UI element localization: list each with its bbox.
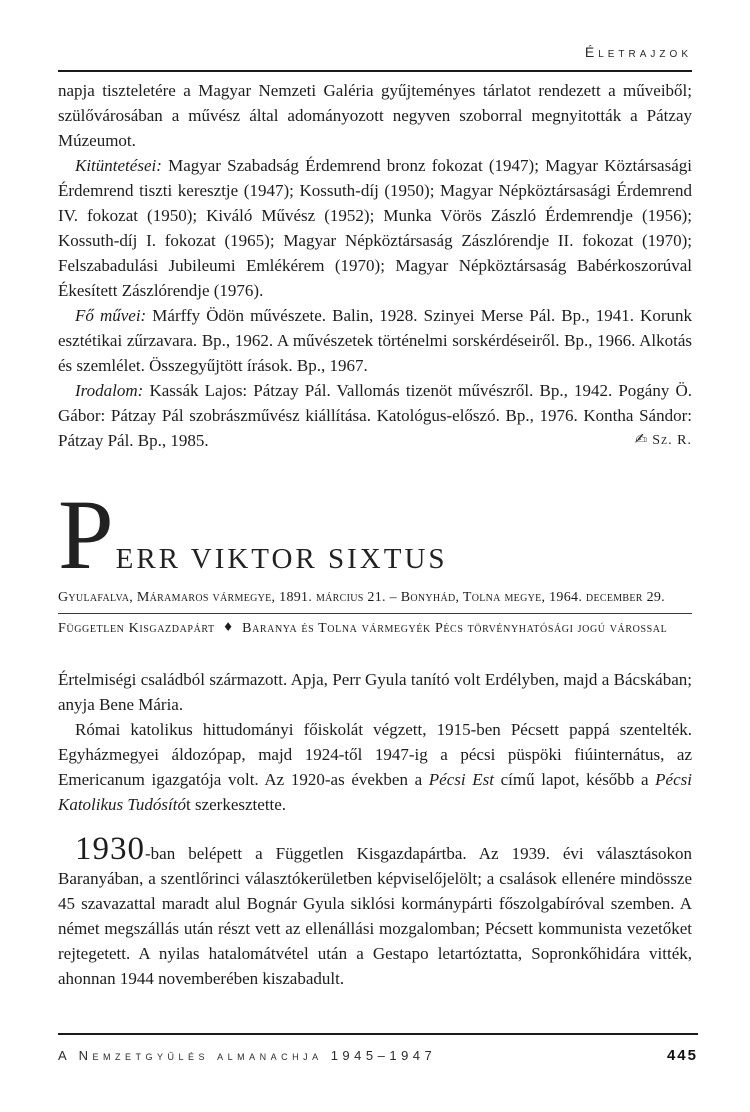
patzay-entry-continuation [58,78,692,453]
party-name: Független Kisgazdapárt [58,621,215,636]
honors-label: Kitüntetései: [75,156,169,175]
constituency: Baranya és Tolna vármegyék Pécs törvényhatósági jogú várossal [242,621,668,636]
year-display: 1930 [75,831,145,867]
journal-title-1: Pécsi Est [428,770,494,789]
page-footer [58,1033,698,1064]
journal-title-2: Pécsi Katolikus Tudósító [58,770,692,814]
career-text-3: t szerkesztette. [186,795,287,814]
works-text: Márffy Ödön művészete. Balin, 1928. Szinyei Merse Pál. Bp., 1941. Korunk esztétikai zűrzavara. Bp., 1962. A művészetek történelmi sorskérdéseiről. Bp., 1966. Alkotás és szemlélet. Összegyűjtött írások. Bp., 1967. [58,306,692,375]
literature-label: Irodalom: [75,381,150,400]
paragraph-career [58,717,692,817]
diamond-icon: ♦ [222,620,235,634]
honors-text: Magyar Szabadság Érdemrend bronz fokozat (1947); Magyar Köztársasági Érdemrend tiszti keresztje (1947); Kossuth-díj (1950); Magyar Népköztársasági Érdemrend IV. fokozat (1950); Kiváló Művész (1952); Munka Vörös Zászló Érdemrendje (1956); Kossuth-díj I. fokozat (1965); Magyar Népköztársaság Zászlórendje II. fokozat (1970); Felszabadulási Jubileumi Emlékérem (1970); Magyar Népköztársaság Babérkoszorúval Ékesített Zászlórendje (1976). [58,156,692,300]
career-text-1: Római katolikus hittudományi főiskolát végzett, 1915-ben Pécsett pappá szentelték. Egyházmegyei áldozópap, majd 1924-től 1947-ig a pécsi püspöki fiúinternátus, az Emericanum igazgatója volt. Az 1920-as években a [58,720,692,789]
author-signature [618,427,692,453]
family-text: Értelmiségi családból származott. Apja, Perr Gyula tanító volt Erdélyben, majd a Bácskában; anyja Bene Mária. [58,670,692,714]
drop-cap-initial: P [58,479,114,590]
paragraph-family [58,667,692,717]
running-head [58,0,692,72]
party-constituency-line [58,621,692,637]
entry-heading [58,479,692,590]
paragraph-literature [58,378,692,453]
politics-text: -ban belépett a Független Kisgazdapártba. Az 1939. évi választásokon Baranyában, a szentlőrinci választókerületben képviselőjelölt; a csalások ellenére mindössze 45 szavazattal maradt alul Bognár Gyula siklósi kormánypárti főszolgabíróval szemben. A német megszállás után részt vett az ellenállási mozgalomban; Pécsett kommunista vezetőket rejtegetett. A nyilas hatalomátvétel után a Gestapo letartóztatta, Sopronkőhidára vitték, ahonnan 1944 novemberében kiszabadult. [58,844,692,988]
page-content [58,0,692,991]
entry-name: ERR VIKTOR SIXTUS [115,543,448,575]
literature-text: Kassák Lajos: Pátzay Pál. Vallomás tizenöt művészről. Bp., 1942. Pogány Ö. Gábor: Pátzay Pál szobrászművész kiállítása. Katológus-előszó. Bp., 1976. Kontha Sándor: Pátzay Pál. Bp., 1985. [58,381,692,450]
paragraph-works [58,303,692,378]
writing-hand-icon: ✍ [634,430,648,448]
career-text-2: című lapot, később a [493,770,656,789]
section-title: Életrajzok [584,44,692,60]
birth-death-line: Gyulafalva, Máramaros vármegye, 1891. március 21. – Bonyhád, Tolna megye, 1964. december 29. [58,590,692,614]
perr-entry-body [58,667,692,991]
works-label: Fő művei: [75,306,153,325]
paragraph-honors [58,153,692,303]
author-initials: Sz. R. [652,433,692,448]
book-title: A Nemzetgyűlés almanachja 1945–1947 [58,1048,437,1063]
paragraph-politics [58,831,692,991]
page-number: 445 [666,1047,698,1064]
continuation-text: napja tiszteletére a Magyar Nemzeti Galéria gyűjteményes tárlatot rendezett a műveiből; szülővárosában a művész által adományozott negyven szoborral megnyitották a Pátzay Múzeumot. [58,81,692,150]
paragraph-continuation [58,78,692,153]
